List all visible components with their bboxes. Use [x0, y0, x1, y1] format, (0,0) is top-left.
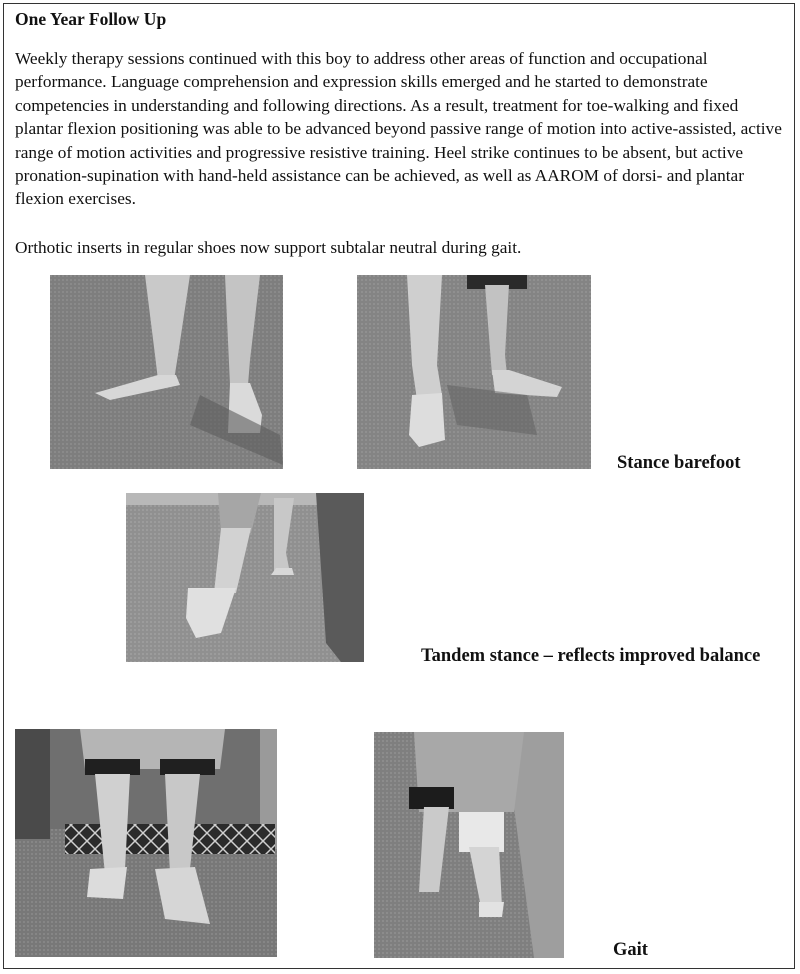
gait-photo-1 [15, 729, 277, 957]
caption-gait: Gait [613, 940, 648, 960]
caption-tandem: Tandem stance – reflects improved balance [421, 646, 761, 666]
caption-stance: Stance barefoot [617, 453, 741, 473]
body-paragraph-1: Weekly therapy sessions continued with this boy to address other areas of function and occupational performance. Language comprehension and expression skills emerged and he started to demonstrate competencies in understanding and following directions. As a result, treatment for toe-walking and fixed plantar flexion positioning was able to be advanced beyond passive range of motion into active-assisted, active range of motion activities and progressive resistive training. Heel strike continues to be absent, but active pronation-supination with hand-held assistance can be achieved, as well as AAROM of dorsi- and plantar flexion exercises. [15, 49, 782, 209]
stance-photo-front [50, 275, 283, 469]
body-paragraph-2: Orthotic inserts in regular shoes now support subtalar neutral during gait. [15, 238, 522, 257]
gait-photo-2 [374, 732, 564, 958]
stance-photo-side [357, 275, 591, 469]
section-title: One Year Follow Up [15, 9, 167, 29]
tandem-stance-photo [126, 493, 364, 662]
